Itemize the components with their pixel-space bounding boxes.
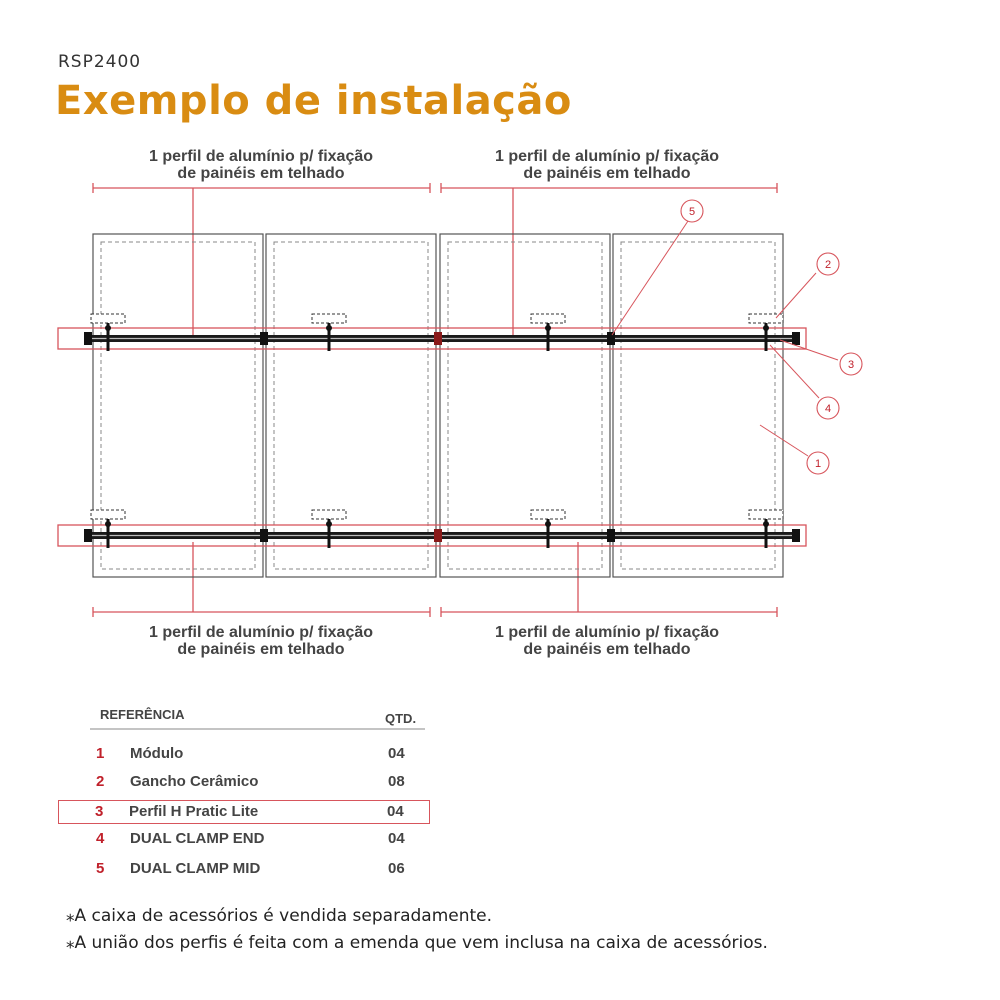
row-qty: 04: [388, 745, 405, 762]
table-row: [58, 770, 430, 794]
dimension-label-bottom-left: 1 perfil de alumínio p/ fixação de painéis em telhado: [148, 624, 374, 658]
note-accessory-box: ⁎A caixa de acessórios é vendida separadamente.: [66, 906, 493, 926]
table-row: [58, 742, 430, 766]
ceramic-hook: [531, 510, 565, 548]
ceramic-hook: [91, 510, 125, 548]
note-rail-splice: ⁎A união dos perfis é feita com a emenda que vem inclusa na caixa de acessórios.: [66, 933, 768, 953]
row-name: Gancho Cerâmico: [130, 773, 259, 790]
dimension-label-top-right: 1 perfil de alumínio p/ fixação de painéis em telhado: [494, 148, 720, 182]
table-row-highlighted: [58, 800, 430, 824]
row-name: DUAL CLAMP MID: [130, 860, 261, 877]
product-code: RSP2400: [58, 52, 142, 72]
dimension-lines: [93, 183, 777, 617]
rail-highlight: [58, 328, 806, 546]
table-header-qty: QTD.: [385, 711, 417, 726]
callout-3: 3: [847, 359, 855, 371]
row-qty: 04: [388, 830, 405, 847]
ceramic-hook: [312, 510, 346, 548]
table-row: [58, 827, 430, 851]
callout-1: 1: [814, 458, 822, 470]
row-number: 5: [96, 860, 105, 877]
row-qty: 06: [388, 860, 405, 877]
row-name: Módulo: [130, 745, 184, 762]
ceramic-hook: [91, 314, 125, 351]
callout-4: 4: [824, 403, 832, 415]
clamps: [84, 332, 800, 542]
row-name: Perfil H Pratic Lite: [129, 803, 259, 820]
table-row: [58, 857, 430, 881]
dimension-label-bottom-right: 1 perfil de alumínio p/ fixação de painéis em telhado: [494, 624, 720, 658]
ceramic-hook: [749, 510, 783, 548]
dimension-label-top-left: 1 perfil de alumínio p/ fixação de painéis em telhado: [148, 148, 374, 182]
row-qty: 08: [388, 773, 405, 790]
row-number: 4: [96, 830, 105, 847]
table-header-reference: REFERÊNCIA: [100, 707, 185, 722]
callout-5: 5: [688, 206, 696, 218]
page-title: Exemplo de instalação: [55, 78, 572, 124]
row-name: DUAL CLAMP END: [130, 830, 265, 847]
row-number: 3: [95, 803, 104, 820]
ceramic-hook: [531, 314, 565, 351]
aluminium-rails: [86, 335, 798, 539]
ceramic-hook: [312, 314, 346, 351]
row-number: 1: [96, 745, 105, 762]
callout-2: 2: [824, 259, 832, 271]
row-qty: 04: [387, 803, 404, 820]
row-number: 2: [96, 773, 105, 790]
ceramic-hook: [749, 314, 783, 351]
